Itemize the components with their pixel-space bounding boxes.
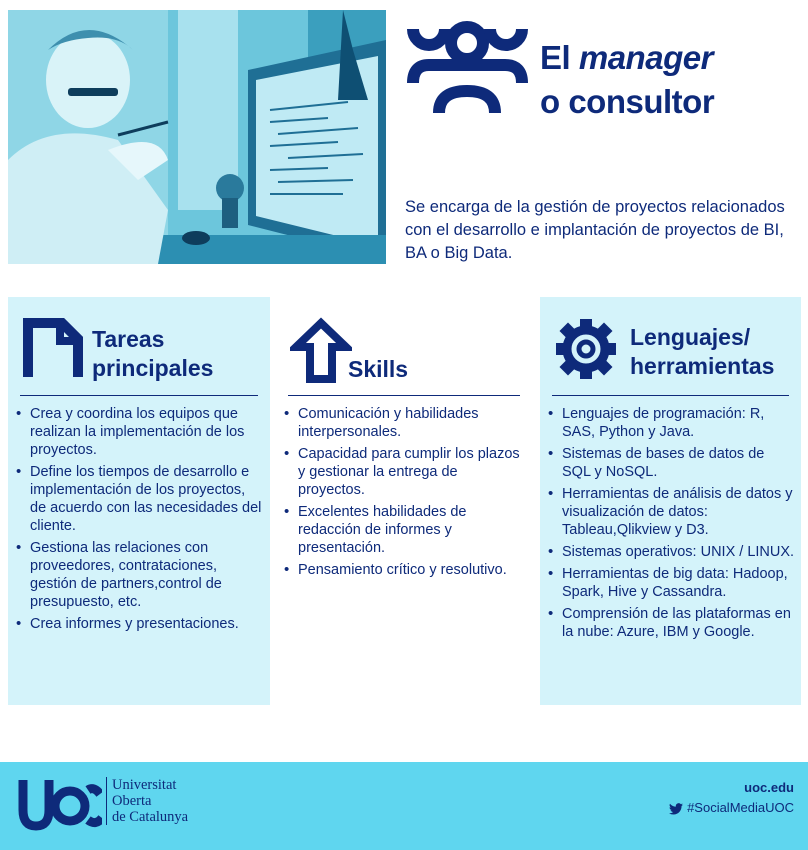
title-part1: El xyxy=(540,39,579,76)
card-tareas xyxy=(8,297,270,705)
list-item: • Comprensión de las plataformas en la nube: Azure, IBM y Google. xyxy=(548,605,795,641)
university-name-line2: Oberta xyxy=(112,793,152,809)
card-title-line1: Tareas xyxy=(92,326,165,352)
hero-photo xyxy=(8,10,386,264)
list-item: • Herramientas de análisis de datos y visualización de datos: Tableau,Qlikview y D3. xyxy=(548,485,795,539)
title-italic: manager xyxy=(578,39,713,76)
page-title xyxy=(540,36,714,124)
intro-text: Se encarga de la gestión de proyectos relacionados con el desarrollo e implantación de proyectos de BI, BA o Big Data. xyxy=(405,198,785,262)
uoc-logo xyxy=(18,776,102,832)
card-title xyxy=(348,355,408,384)
list-item: • Lenguajes de programación: R, SAS, Python y Java. xyxy=(548,405,795,441)
card-title-line1: Skills xyxy=(348,356,409,382)
card-title-line2: principales xyxy=(92,355,214,381)
card-title-line1: Lenguajes/ xyxy=(630,324,751,350)
people-group-icon xyxy=(405,13,530,121)
footer-contacts xyxy=(669,778,794,818)
gear-icon xyxy=(554,317,618,381)
website-link[interactable]: uoc.edu xyxy=(744,780,794,795)
list-item: • Define los tiempos de desarrollo e implementación de los proyectos, de acuerdo con las necesidades del cliente. xyxy=(16,463,264,535)
list-item: • Sistemas operativos: UNIX / LINUX. xyxy=(548,543,795,561)
university-name-line3: de Catalunya xyxy=(112,809,189,825)
list-item: • Capacidad para cumplir los plazos y gestionar la entrega de proyectos. xyxy=(284,445,526,499)
skills-list xyxy=(284,405,526,583)
list-item: • Pensamiento crítico y resolutivo. xyxy=(284,561,526,579)
card-title xyxy=(92,325,213,383)
tareas-list xyxy=(16,405,264,637)
card-header xyxy=(20,313,258,396)
document-icon xyxy=(22,317,84,379)
photo-illustration xyxy=(8,10,386,264)
hashtag-text: #SocialMediaUOC xyxy=(687,800,794,815)
list-item: • Sistemas de bases de datos de SQL y NoSQL. xyxy=(548,445,795,481)
list-item: • Excelentes habilidades de redacción de informes y presentación. xyxy=(284,503,526,557)
hashtag-link[interactable] xyxy=(669,798,794,818)
list-item: • Crea y coordina los equipos que realizan la implementación de los proyectos. xyxy=(16,405,264,459)
footer xyxy=(0,762,808,850)
card-header xyxy=(552,313,789,396)
twitter-icon xyxy=(669,803,683,815)
title-line2: o consultor xyxy=(540,83,715,120)
list-item: • Gestiona las relaciones con proveedores, contrataciones, gestión de partners,control de presupuesto, etc. xyxy=(16,539,264,611)
card-title-line2: herramientas xyxy=(630,353,775,379)
list-item: • Crea informes y presentaciones. xyxy=(16,615,264,633)
list-item: • Comunicación y habilidades interpersonales. xyxy=(284,405,526,441)
card-lenguajes xyxy=(540,297,801,705)
up-arrow-icon xyxy=(290,317,352,383)
card-skills xyxy=(276,297,532,705)
list-item: • Herramientas de big data: Hadoop, Spark, Hive y Cassandra. xyxy=(548,565,795,601)
university-name xyxy=(106,777,188,825)
lenguajes-list xyxy=(548,405,795,645)
university-name-line1: Universitat xyxy=(112,777,177,793)
card-header xyxy=(288,313,520,396)
card-title xyxy=(630,323,774,381)
